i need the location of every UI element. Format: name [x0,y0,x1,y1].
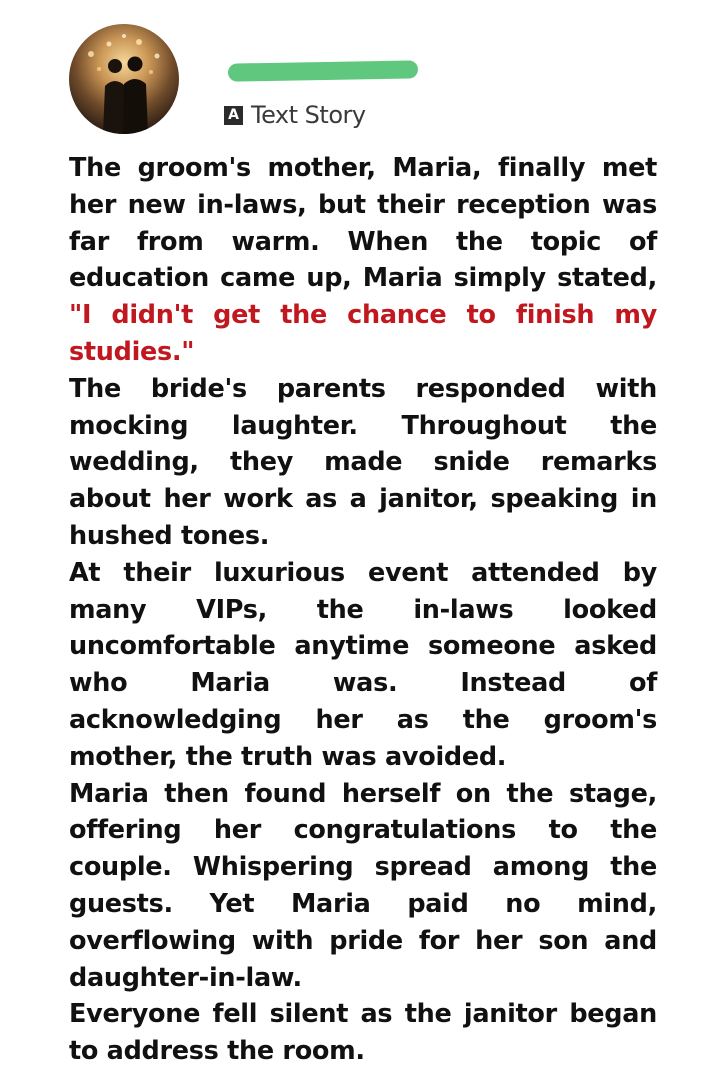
story-header [0,0,726,150]
wedding-couple-avatar-icon [69,24,179,134]
story-paragraph-2: The bride's parents responded with mocking laughter. Throughout the wedding, they made snide remarks about her work as a janitor, speaking in hushed tones. [69,373,657,551]
story-type-badge [224,100,366,130]
story-type-label: Text Story [251,101,366,129]
story-body [69,150,657,1070]
maria-quote: "I didn't get the chance to finish my studies." [69,300,657,367]
story-paragraph-1-text: The groom's mother, Maria, finally met her new in-laws, but their reception was far from warm. When the topic of education came up, Maria simply stated, [69,153,657,294]
author-avatar[interactable] [69,24,179,134]
story-paragraph-4: Maria then found herself on the stage, offering her congratulations to the couple. Whispering spread among the guests. Yet Maria paid no mind, overflowing with pride for her son and daughter-in-law. [69,778,657,993]
story-paragraph-5: Everyone fell silent as the janitor began to address the room. [69,999,657,1067]
story-paragraph-1 [69,150,657,371]
story-paragraph-3: At their luxurious event attended by many VIPs, the in-laws looked uncomfortable anytime someone asked who Maria was. Instead of acknowledging her as the groom's mother, the truth was avoided. [69,557,657,772]
author-name-redacted [228,60,418,81]
text-story-icon: A [224,106,243,125]
